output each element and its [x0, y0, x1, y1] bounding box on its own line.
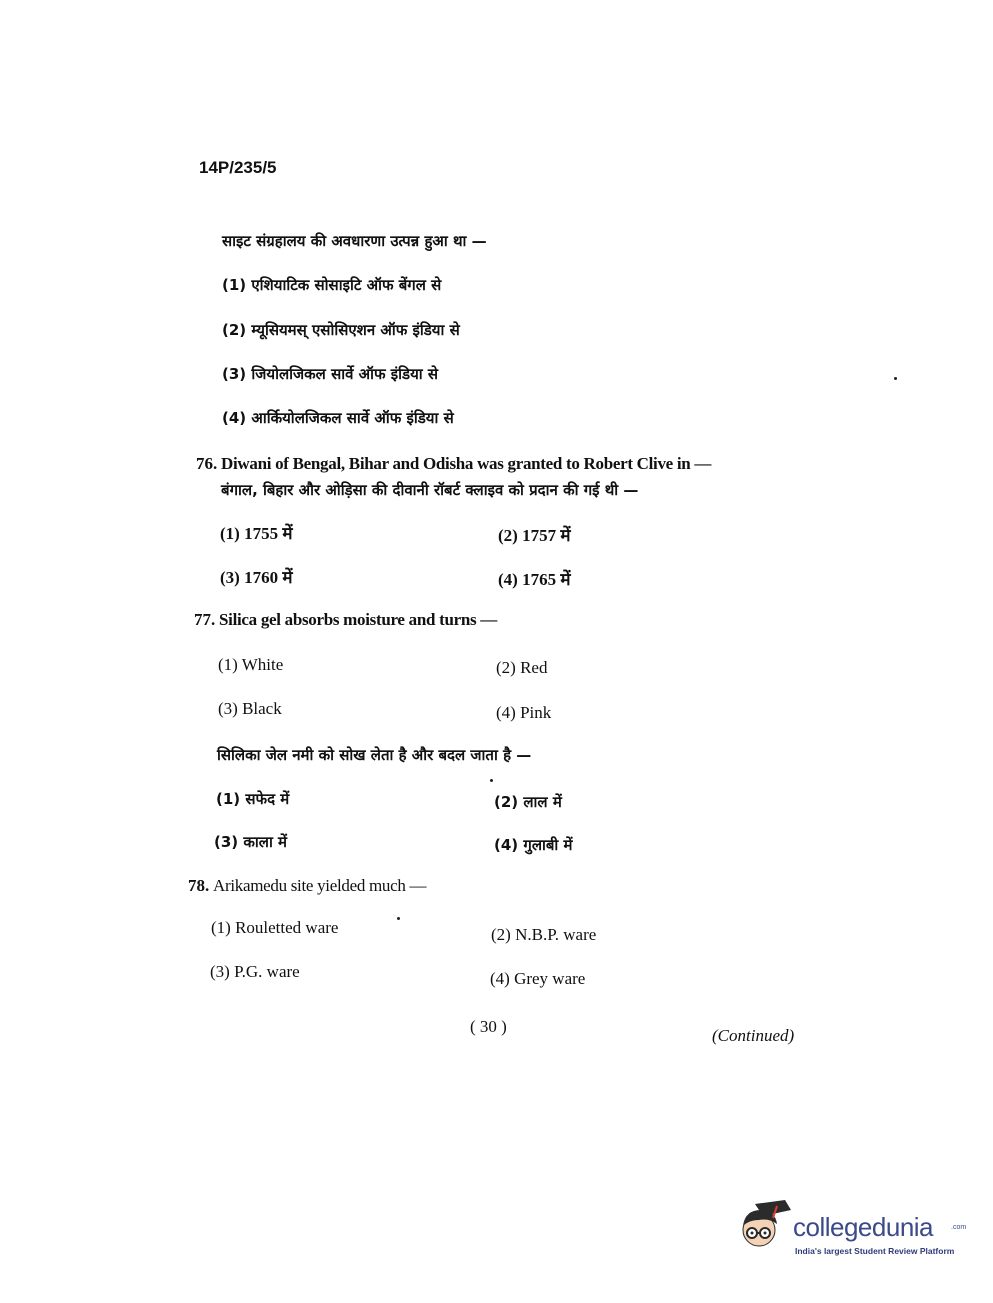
q77-option-hi-3: (3) काला में [214, 833, 288, 851]
q78-number: 78. [188, 876, 210, 895]
scan-speck [490, 779, 493, 782]
q78-option-4: (4) Grey ware [490, 969, 586, 988]
paper-code: 14P/235/5 [199, 158, 277, 177]
q76-option-3: (3) 1760 में [220, 568, 293, 587]
q77-number: 77. [194, 610, 216, 629]
q77-hindi: सिलिका जेल नमी को सोख लेता है और बदल जाता है — [217, 746, 532, 764]
q77-option-en-4: (4) Pink [496, 703, 552, 722]
q75-option-2: (2) म्यूसियमस् एसोसिएशन ऑफ इंडिया से [222, 321, 460, 339]
q78-option-3: (3) P.G. ware [210, 962, 300, 981]
q77-option-en-3: (3) Black [218, 699, 282, 718]
scan-speck [894, 377, 897, 380]
logo-suffix: .com [951, 1224, 967, 1231]
q75-option-1: (1) एशियाटिक सोसाइटि ऑफ बेंगल से [222, 276, 442, 294]
q77-english: Silica gel absorbs moisture and turns — [219, 610, 497, 629]
q78-option-2: (2) N.B.P. ware [491, 925, 597, 944]
q78-option-1: (1) Rouletted ware [211, 918, 339, 937]
q76-option-2: (2) 1757 में [498, 526, 571, 545]
q76-option-1: (1) 1755 में [220, 524, 293, 543]
q77-option-hi-4: (4) गुलाबी में [494, 836, 573, 854]
q76-english: Diwani of Bengal, Bihar and Odisha was granted to Robert Clive in — [221, 454, 712, 473]
q77-option-hi-1: (1) सफेद में [216, 790, 290, 808]
q76-hindi: बंगाल, बिहार और ओड़िसा की दीवानी रॉबर्ट क्लाइव को प्रदान की गई थी — [221, 481, 639, 499]
q75-option-4: (4) आर्कियोलजिकल सार्वे ऑफ इंडिया से [222, 409, 454, 427]
continued-label: (Continued) [712, 1026, 795, 1045]
q75-option-3: (3) जियोलजिकल सार्वे ऑफ इंडिया से [222, 365, 439, 383]
page-number: ( 30 ) [470, 1017, 507, 1036]
scan-speck [397, 917, 400, 920]
q76-option-4: (4) 1765 में [498, 570, 571, 589]
q77-option-en-1: (1) White [218, 655, 284, 674]
q77-option-hi-2: (2) लाल में [494, 793, 562, 811]
q77-option-en-2: (2) Red [496, 658, 548, 677]
q78-english: Arikamedu site yielded much — [213, 876, 427, 895]
logo-wordmark: collegedunia [793, 1212, 934, 1242]
q76-number: 76. [196, 454, 218, 473]
q75-hindi-question: साइट संग्रहालय की अवधारणा उत्पन्न हुआ था — [222, 232, 487, 250]
logo-tagline: India's largest Student Review Platform [795, 1246, 955, 1256]
collegedunia-mascot-icon [735, 1196, 795, 1256]
